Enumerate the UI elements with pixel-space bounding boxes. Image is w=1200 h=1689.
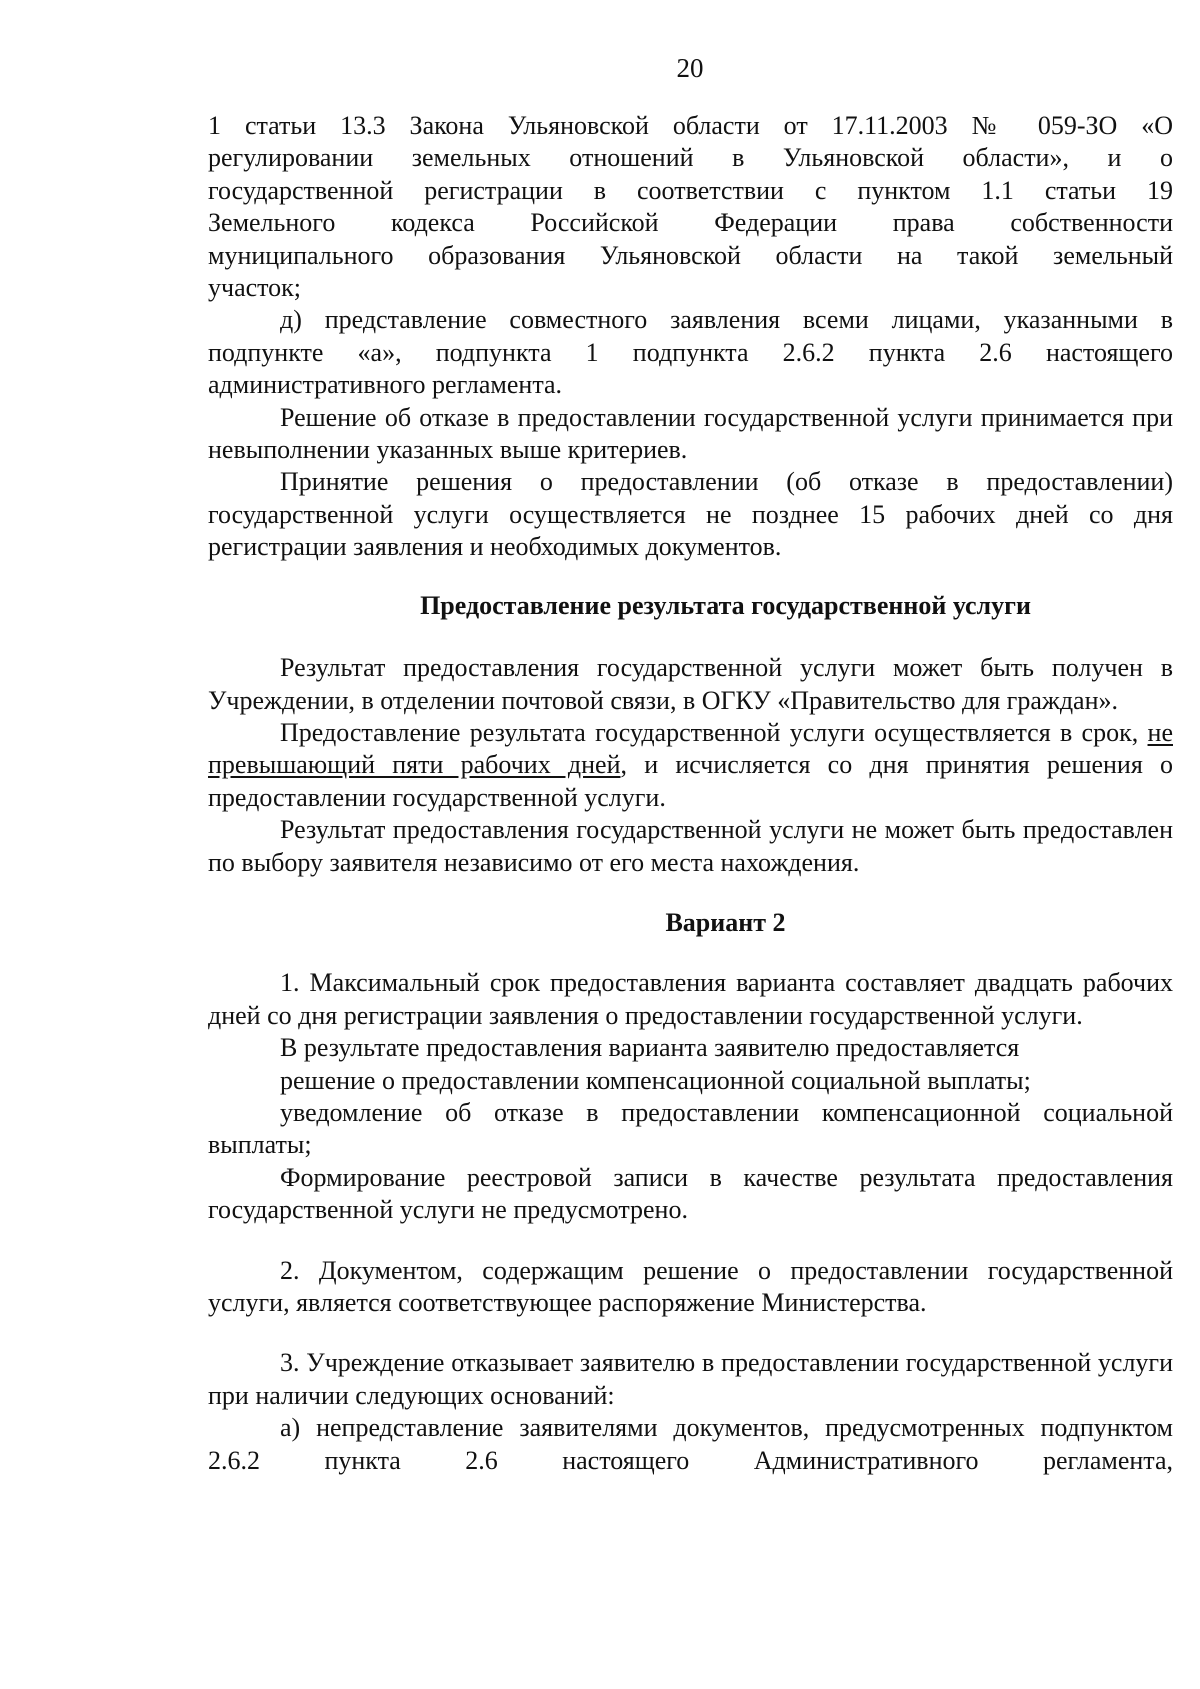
- variant-2-item-3: 3. Учреждение отказывает заявителю в предоставлении государственной услуги при наличии следующих оснований:: [208, 1348, 1173, 1410]
- result-paragraph-2-start: Предоставление результата государственной услуги осуществляется в срок,: [280, 717, 1148, 747]
- document-body: [208, 110, 1173, 1477]
- variant-2-registry-note: Формирование реестровой записи в качестве результата предоставления государственной услуги не предусмотрено.: [208, 1162, 1173, 1225]
- variant-2-result-option-1: решение о предоставлении компенсационной социальной выплаты;: [280, 1065, 1031, 1095]
- underlined-term: не превышающий пяти рабочих дней: [208, 717, 1173, 780]
- variant-2-heading: Вариант 2: [665, 907, 786, 937]
- decision-term-paragraph: Принятие решения о предоставлении (об отказе в предоставлении) государственной услуги осуществляется не позднее 15 рабочих дней со дня регистрации заявления и необходимых документов.: [208, 467, 1173, 562]
- continuation-line: муниципального образования Ульяновской области на такой земельный: [208, 240, 1173, 270]
- result-paragraph-1: Результат предоставления государственной услуги может быть получен в Учреждении, в отделении почтовой связи, в ОГКУ «Правительство для граждан».: [208, 653, 1173, 715]
- result-paragraph-2-end: , и исчисляется со дня принятия решения о предоставлении государственной услуги.: [208, 750, 1173, 812]
- result-paragraph-2: [208, 717, 1173, 814]
- continuation-line: Земельного кодекса Российской Федерации права собственности: [208, 208, 1173, 238]
- page-number: 20: [676, 53, 704, 83]
- variant-2-item-1: 1. Максимальный срок предоставления варианта составляет двадцать рабочих дней со дня регистрации заявления о предоставлении государственной услуги.: [208, 968, 1173, 1030]
- variant-2-item-3a: а) непредставление заявителями документов, предусмотренных подпунктом 2.6.2 пункта 2.6 настоящего Административного регламента,: [208, 1413, 1173, 1475]
- item-d-paragraph: д) представление совместного заявления всеми лицами, указанными в подпункте «а», подпункта 1 подпункта 2.6.2 пункта 2.6 настоящего административного регламента.: [208, 305, 1173, 400]
- variant-2-result-intro: В результате предоставления варианта заявителю предоставляется: [280, 1033, 1020, 1063]
- result-paragraph-3: Результат предоставления государственной услуги не может быть предоставлен по выбору заявителя независимо от его места нахождения.: [208, 815, 1173, 877]
- variant-2-item-2: 2. Документом, содержащим решение о предоставлении государственной услуги, является соответствующее распоряжение Министерства.: [208, 1255, 1173, 1317]
- continuation-line: регулировании земельных отношений в Ульяновской области», и о: [208, 143, 1173, 173]
- continuation-line: участок;: [208, 273, 302, 303]
- continuation-line: 1 статьи 13.3 Закона Ульяновской области от 17.11.2003 № 059-ЗО «О: [208, 111, 1173, 140]
- variant-2-result-option-2: уведомление об отказе в предоставлении компенсационной социальной выплаты;: [208, 1097, 1173, 1160]
- refusal-decision-paragraph: Решение об отказе в предоставлении государственной услуги принимается при невыполнении указанных выше критериев.: [208, 402, 1173, 465]
- continuation-line: государственной регистрации в соответствии с пунктом 1.1 статьи 19: [208, 175, 1173, 205]
- section-heading-result: Предоставление результата государственной услуги: [420, 590, 1031, 620]
